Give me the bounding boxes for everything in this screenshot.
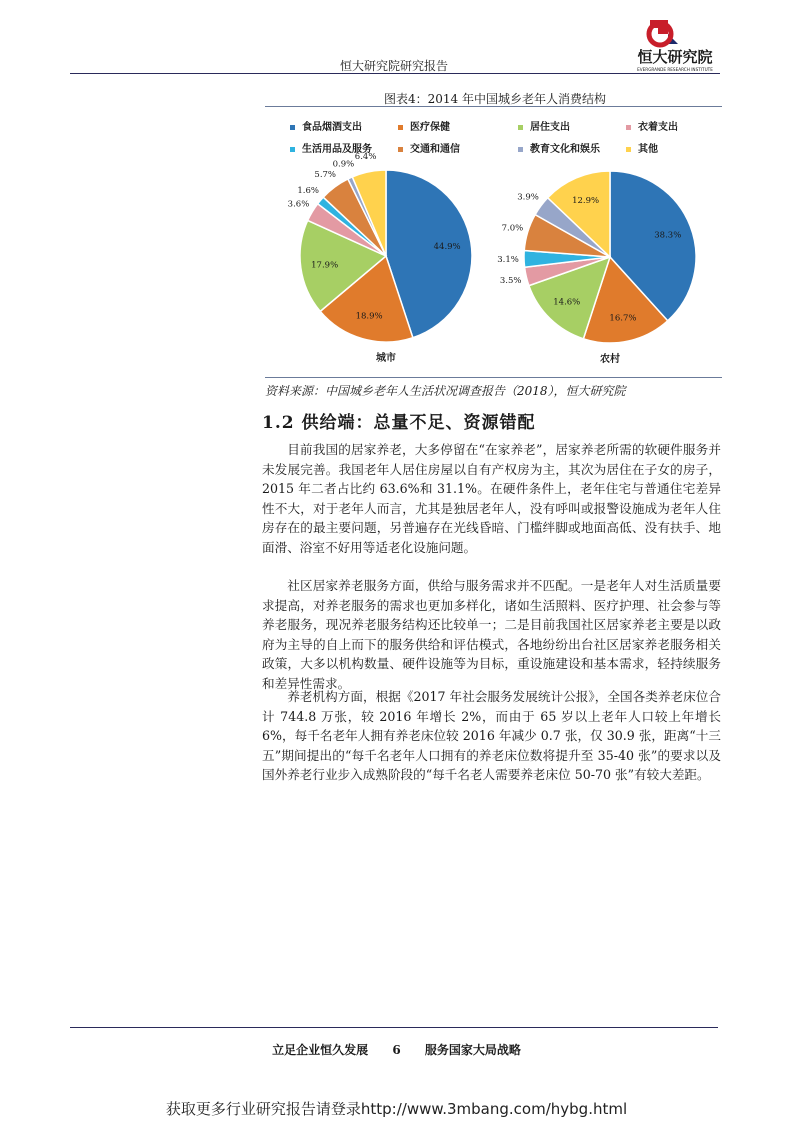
slice-value-label: 6.4% xyxy=(354,152,377,163)
section-title: 1.2 供给端：总量不足、资源错配 xyxy=(262,413,536,433)
legend-item-7 xyxy=(518,140,600,155)
legend-label: 食品烟酒支出 xyxy=(302,122,362,133)
slice-value-label: 3.9% xyxy=(517,192,539,203)
legend-item-6 xyxy=(398,140,460,155)
legend-item-3 xyxy=(518,118,570,133)
legend-swatch xyxy=(626,125,631,130)
slice-value-label: 12.9% xyxy=(572,196,600,207)
legend-swatch xyxy=(518,147,523,152)
slice-value-label: 18.9% xyxy=(355,311,383,322)
legend-swatch xyxy=(626,147,631,152)
figure-title: 图表4：2014 年中国城乡老年人消费结构 xyxy=(384,92,606,106)
footer-left: 立足企业恒久发展 xyxy=(272,1043,369,1057)
legend-swatch xyxy=(290,125,295,130)
slice-value-label: 3.1% xyxy=(497,255,519,266)
header-title: 恒大研究院研究报告 xyxy=(340,59,449,73)
pie-label: 城市 xyxy=(376,353,396,364)
legend-swatch xyxy=(398,125,403,130)
legend-label: 生活用品及服务 xyxy=(302,144,372,155)
slice-value-label: 14.6% xyxy=(553,297,581,308)
logo-mark-icon xyxy=(649,20,678,45)
slice-value-label: 44.9% xyxy=(433,242,461,253)
legend-item-1 xyxy=(290,118,362,133)
paragraph-2: 社区居家养老服务方面，供给与服务需求并不匹配。一是老年人对生活质量要求提高，对养老服务的需求也更加多样化，诸如生活照料、医疗护理、社会参与等养老服务，现况养老服务结构还比较单一；二是目前我国社区居家养老主要是以政府为主导的自上而下的服务供给和评估模式，各地纷纷出台社区居家养老服务相关政策，大多以机构数量、硬件设施等为目标，重设施建设和基本需求，轻持续服务和差异性需求。 xyxy=(262,578,721,691)
slice-value-label: 38.3% xyxy=(654,230,682,241)
page-number: 6 xyxy=(392,1043,401,1057)
slice-value-label: 1.6% xyxy=(297,186,319,197)
legend-item-8 xyxy=(626,140,658,155)
slice-value-label: 3.5% xyxy=(499,276,522,287)
footer-right: 服务国家大局战略 xyxy=(424,1043,521,1057)
slice-value-label: 16.7% xyxy=(609,313,637,324)
slice-value-label: 5.7% xyxy=(314,170,337,181)
legend-label: 其他 xyxy=(638,144,658,155)
logo-sub-text: EVERGRANDE RESEARCH INSTITUTE xyxy=(637,67,713,72)
logo-main-text: 恒大研究院 xyxy=(637,48,713,66)
legend-swatch xyxy=(290,147,295,152)
download-link[interactable]: 获取更多行业研究报告请登录http://www.3mbang.com/hybg.html xyxy=(165,1100,628,1118)
evergrande-logo xyxy=(620,14,730,76)
legend-label: 教育文化和娱乐 xyxy=(530,144,600,155)
legend-item-4 xyxy=(626,118,678,133)
figure-top-rule xyxy=(265,106,722,107)
pie-1 xyxy=(288,152,472,364)
figure-bottom-rule xyxy=(265,377,722,378)
legend-swatch xyxy=(518,125,523,130)
slice-value-label: 17.9% xyxy=(311,260,339,271)
slice-value-label: 7.0% xyxy=(501,223,524,234)
paragraph-1: 目前我国的居家养老，大多停留在“在家养老”，居家养老所需的软硬件服务并未发展完善。我国老年人居住房屋以自有产权房为主，其次为居住在子女的房子，2015 年二者占比约 63.6%和 31.1%。在硬件条件上，老年住宅与普通住宅差异性不大，对于老年人而言，尤其是独居老年人，没有呼叫或报警设施成为老年人住房存在的最主要问题，另普遍存在光线昏暗、门槛绊脚或地面高低、没有扶手、地面滑、浴室不好用等适老化设施问题。 xyxy=(262,442,721,555)
slice-value-label: 0.9% xyxy=(332,159,355,170)
footer-divider xyxy=(70,1027,718,1028)
pie-charts xyxy=(265,152,725,375)
legend-swatch xyxy=(398,147,403,152)
slice-value-label: 3.6% xyxy=(287,199,310,210)
legend-label: 医疗保健 xyxy=(410,122,450,133)
paragraph-3: 养老机构方面，根据《2017 年社会服务发展统计公报》，全国各类养老床位合计 744.8 万张，较 2016 年增长 2%，而由于 65 岁以上老年人口较上年增长 6%，每千名老年人拥有养老床位较 2016 年减少 0.7 张，仅 30.9 张，距离“十三五”期间提出的“每千名老年人口拥有的养老床位数将提升至 35-40 张”的要求以及国外养老行业步入成熟阶段的“每千名老人需要养老床位 50-70 张”有较大差距。 xyxy=(262,689,721,782)
pie-label: 农村 xyxy=(600,354,620,365)
legend-label: 居住支出 xyxy=(530,122,570,133)
figure-source: 资料来源：中国城乡老年人生活状况调查报告（2018），恒大研究院 xyxy=(265,384,626,398)
legend-label: 衣着支出 xyxy=(638,122,678,133)
footer xyxy=(0,1041,793,1058)
legend-label: 交通和通信 xyxy=(410,144,460,155)
legend-item-2 xyxy=(398,118,450,133)
pie-2 xyxy=(497,171,696,365)
